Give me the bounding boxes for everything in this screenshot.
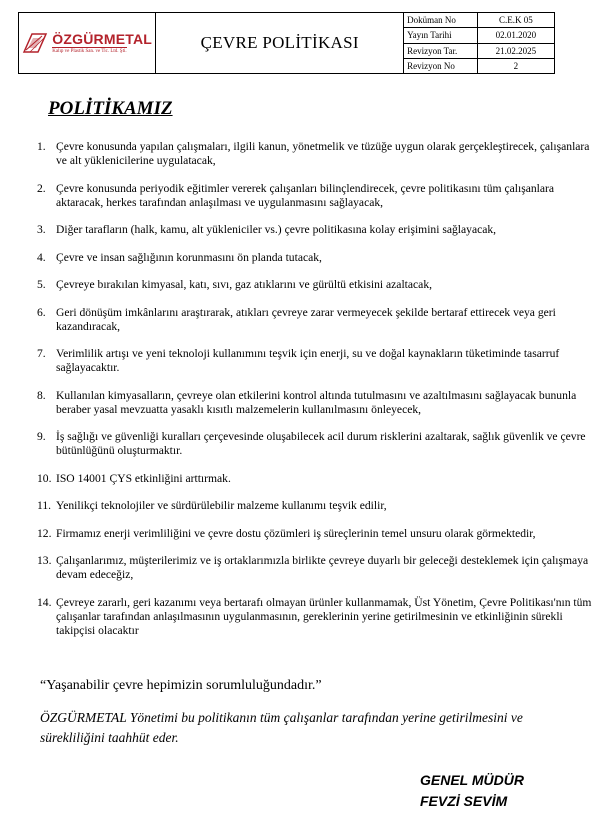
policy-item-text: Diğer tarafların (halk, kamu, alt yükleniciler vs.) çevre politikasına kolay erişimini sağlayacak,: [56, 223, 497, 236]
policy-item: [37, 472, 593, 486]
policy-item-text: Geri dönüşüm imkânlarını araştırarak, atıkları çevreye zarar vermeyecek şekilde bertaraf ettirecek veya geri kazandıracak,: [56, 305, 556, 333]
policy-item-text: Kullanılan kimyasalların, çevreye olan etkilerini kontrol altında tutulmasını ve azaltılmasını sağlayacak bununla beraber yasal mevzuatta yasaklı kısıtlı malzemelerin kullanılmasını önleyecek,: [56, 388, 577, 416]
policy-item: [37, 389, 593, 417]
document-title: ÇEVRE POLİTİKASI: [156, 13, 404, 74]
company-subtitle: Kalıp ve Plastik San. ve Tic. Ltd. Şti.: [52, 48, 127, 54]
policy-item: [37, 430, 593, 458]
policy-item-number: 6.: [37, 305, 46, 319]
policy-item: [37, 527, 593, 541]
policy-item: [37, 140, 593, 168]
company-logo-icon: [22, 32, 48, 54]
policy-item: [37, 306, 593, 334]
meta-value-document-no: C.E.K 05: [477, 13, 554, 28]
policy-item-number: 3.: [37, 223, 46, 236]
policy-heading: POLİTİKAMIZ: [48, 98, 173, 119]
policy-item: [37, 596, 593, 638]
policy-item-number: 7.: [37, 347, 46, 360]
policy-item-number: 9.: [37, 430, 46, 443]
logo-cell: [19, 13, 156, 74]
policy-item-text: Firmamız enerji verimliliğini ve çevre dostu çözümleri iş süreçlerinin temel unsuru olarak görmektedir,: [56, 526, 536, 540]
policy-item-text: ISO 14001 ÇYS etkinliğini arttırmak.: [56, 471, 231, 485]
policy-item-number: 12.: [37, 526, 52, 540]
management-commitment: ÖZGÜRMETAL Yönetimi bu politikanın tüm çalışanlar tarafından yerine getirilmesini ve sürekliliğini taahhüt eder.: [40, 710, 523, 745]
company-logo: [19, 32, 155, 55]
policy-item-text: Çalışanlarımız, müşterilerimiz ve iş ortaklarımızla birlikte çevreye duyarlı bir geleceği desteklemek için çalışmaya devam edeceğiz,: [56, 554, 589, 581]
meta-value-revision-no: 2: [477, 58, 554, 73]
meta-label-publish-date: Yayın Tarihi: [404, 28, 478, 43]
signature-name: FEVZİ SEVİM: [420, 793, 508, 809]
policy-item: [37, 347, 593, 375]
policy-quote: “Yaşanabilir çevre hepimizin sorumluluğundadır.”: [40, 678, 322, 693]
policy-item-number: 2.: [37, 181, 46, 195]
policy-item-number: 10.: [37, 471, 52, 485]
policy-item-text: Yenilikçi teknolojiler ve sürdürülebilir malzeme kullanımı teşvik edilir,: [56, 499, 387, 512]
meta-value-publish-date: 02.01.2020: [477, 28, 554, 43]
policy-item-number: 8.: [37, 388, 46, 402]
policy-item-text: Çevre ve insan sağlığının korunmasını ön planda tutacak,: [56, 250, 322, 264]
policy-item-number: 11.: [37, 499, 52, 512]
policy-item: [37, 182, 593, 210]
policy-item-number: 5.: [37, 278, 46, 291]
policy-item-text: Çevre konusunda yapılan çalışmaları, ilgili kanun, yönetmelik ve tüzüğe uygun olarak gerçekleştirecek, çalışanlara ve alt yüklenicilerine uygulatacak,: [56, 140, 590, 167]
company-name: ÖZGÜRMETAL: [52, 30, 153, 47]
policy-item-number: 13.: [37, 554, 52, 567]
signature-block: [420, 770, 524, 812]
policy-item-number: 14.: [37, 595, 52, 609]
policy-item-text: İş sağlığı ve güvenliği kuralları çerçevesinde oluşabilecek acil durum risklerini azaltarak, sağlık güvenlik ve çevre bütünlüğünü oluşturmaktır.: [56, 430, 586, 457]
meta-value-revision-date: 21.02.2025: [477, 43, 554, 58]
policy-item: [37, 554, 593, 582]
policy-item: [37, 278, 593, 292]
policy-item: [37, 251, 593, 265]
document-header-table: [18, 12, 555, 74]
meta-label-document-no: Doküman No: [404, 13, 478, 28]
policy-item-text: Çevre konusunda periyodik eğitimler vererek çalışanları bilinçlendirecek, çevre politikasını tüm çalışanlara aktaracak, herkes tarafından anlaşılması ve uygulanmasını sağlayacak,: [56, 181, 555, 209]
meta-label-revision-no: Revizyon No: [404, 58, 478, 73]
policy-item-text: Çevreye zararlı, geri kazanımı veya bertarafı olmayan ürünler kullanmamak, Üst Yönetim, Çevre Politikası'nın tüm çalışanlar tarafından anlaşılmasının uygulanmasının, gereklerinin yerine getirilmesinin ve etkinliğinin sürekli takipçisi olacaktır: [56, 595, 592, 637]
policy-item-text: Verimlilik artışı ve yeni teknoloji kullanımını teşvik için enerji, su ve doğal kaynakların tüketiminde tasarruf sağlayacaktır.: [56, 347, 560, 374]
policy-list: [37, 140, 593, 651]
meta-label-revision-date: Revizyon Tar.: [404, 43, 478, 58]
policy-item-number: 4.: [37, 250, 46, 264]
policy-item-number: 1.: [37, 140, 46, 153]
policy-item-text: Çevreye bırakılan kimyasal, katı, sıvı, gaz atıklarını ve gürültü etkisini azaltacak,: [56, 278, 433, 291]
policy-item: [37, 499, 593, 513]
policy-item: [37, 223, 593, 237]
signature-title: GENEL MÜDÜR: [420, 772, 524, 788]
